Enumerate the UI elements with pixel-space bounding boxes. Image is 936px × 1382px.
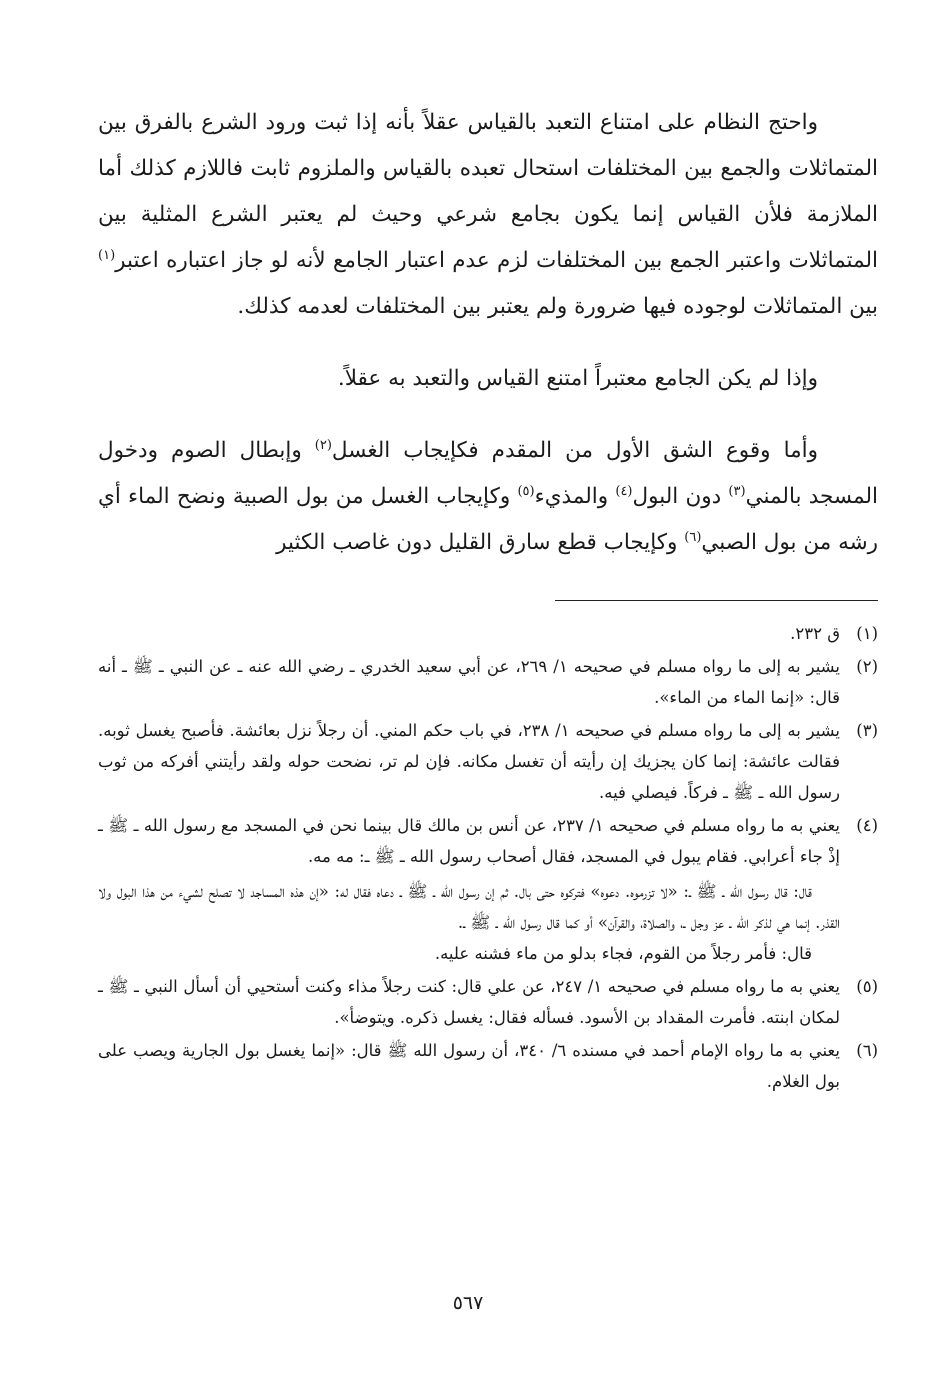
footnote-text: يعني به ما رواه مسلم في صحيحه ١/ ٢٤٧، عن علي قال: كنت رجلاً مذاء وكنت أستحيي أن أسأل النبي ـ ﷺ ـ لمكان ابنته. فأمرت المقداد بن الأسود. فسأله فقال: يغسل ذكره. ويتوضأ». bbox=[98, 977, 840, 1027]
footnote-number: (٦) bbox=[856, 1041, 878, 1060]
paragraph-3-part-b: وإبطال الصوم ودخول المسجد بالمني bbox=[98, 438, 878, 509]
paragraph-3-part-a: وأما وقوع الشق الأول من المقدم فكإيجاب الغسل bbox=[331, 438, 818, 463]
paragraph-1-part-a: واحتج النظام على امتناع التعبد بالقياس عقلاً بأنه إذا ثبت ورود الشرع بالفرق بين المتماثلات والجمع بين المختلفات استحال تعبده بالقياس والملزوم ثابت فاللازم كذلك أما الملازمة فلأن القياس إنما يكون بجامع شرعي وحيث لم يعتبر الشرع المثلية بين المتماثلات واعتبر الجمع بين المختلفات لزم عدم اعتبار الجامع لأنه لو جاز اعتباره اعتبر bbox=[98, 110, 878, 273]
paragraph-1 bbox=[98, 100, 878, 330]
footnotes-section bbox=[98, 618, 878, 1099]
footnote-number: (٥) bbox=[856, 977, 878, 996]
footnote-1 bbox=[98, 618, 878, 649]
paragraph-1-part-b: بين المتماثلات لوجوده فيها ضرورة ولم يعتبر بين المختلفات لعدمه كذلك. bbox=[237, 294, 878, 319]
footnote-ref-5[interactable]: (٥) bbox=[517, 483, 535, 499]
paragraph-3 bbox=[98, 428, 878, 566]
footnote-4 bbox=[98, 810, 878, 969]
paragraph-3-part-c: دون البول bbox=[632, 484, 729, 509]
footnote-number: (٤) bbox=[856, 816, 878, 835]
footnote-number: (٢) bbox=[856, 657, 878, 676]
footnote-ref-2[interactable]: (٢) bbox=[314, 437, 332, 453]
paragraph-2: وإذا لم يكن الجامع معتبراً امتنع القياس والتعبد به عقلاً. bbox=[337, 366, 818, 391]
footnote-6 bbox=[98, 1035, 878, 1097]
footnote-5 bbox=[98, 971, 878, 1033]
main-text-body bbox=[98, 100, 878, 566]
footnote-3 bbox=[98, 715, 878, 808]
footnote-2 bbox=[98, 651, 878, 713]
footnote-ref-4[interactable]: (٤) bbox=[615, 483, 633, 499]
footnote-text: ق ٢٣٢. bbox=[790, 624, 840, 643]
footnote-number: (١) bbox=[856, 624, 878, 643]
footnote-text: يعني به ما رواه الإمام أحمد في مسنده ٦/ ٣٤٠، أن رسول الله ﷺ قال: «إنما يغسل بول الجارية ويصب على بول الغلام. bbox=[98, 1041, 840, 1091]
footnote-body bbox=[98, 810, 840, 969]
footnote-quote-block bbox=[98, 876, 840, 969]
footnote-number: (٣) bbox=[856, 721, 878, 740]
footnote-quote-2: قال: فأمر رجلاً من القوم، فجاء بدلو من ماء فشنه عليه. bbox=[434, 944, 812, 963]
footnote-separator bbox=[555, 600, 878, 601]
footnote-ref-1[interactable]: (١) bbox=[98, 247, 116, 263]
footnote-quote-1: قال: قال رسول الله ـ ﷺ ـ: «لا تزرموه. دعوه» فتركوه حتى بال. ثم إن رسول الله ـ ﷺ ـ دعاه فقال له: «إن هذه المساجد لا تصلح لشيء من هذا البول ولا القذر. إنما هي لذكر الله ـ عز وجل ـ، والصلاة، والقرآن» أو كما قال رسول الله ـ ﷺ ـ. bbox=[98, 882, 840, 932]
paragraph-3-part-d: والمذيء bbox=[534, 484, 616, 509]
footnote-text: يشير به إلى ما رواه مسلم في صحيحه ١/ ٢٦٩، عن أبي سعيد الخدري ـ رضي الله عنه ـ عن النبي ـ ﷺ ـ أنه قال: «إنما الماء من الماء». bbox=[98, 657, 840, 707]
footnote-ref-3[interactable]: (٣) bbox=[728, 483, 746, 499]
paragraph-3-part-e: وكإيجاب الغسل من بول الصبية ونضح الماء أي رشه من بول الصبي bbox=[98, 484, 878, 555]
page-number: ٥٦٧ bbox=[452, 1292, 484, 1314]
paragraph-3-part-f: وكإيجاب قطع سارق القليل دون غاصب الكثير bbox=[276, 530, 685, 555]
footnote-ref-6[interactable]: (٦) bbox=[684, 529, 702, 545]
footnote-text: يعني به ما رواه مسلم في صحيحه ١/ ٢٣٧، عن أنس بن مالك قال بينما نحن في المسجد مع رسول الله ـ ﷺ ـ إذْ جاء أعرابي. فقام يبول في المسجد، فقال أصحاب رسول الله ـ ﷺ ـ: مه مه. bbox=[98, 816, 840, 866]
footnote-text: يشير به إلى ما رواه مسلم في صحيحه ١/ ٢٣٨، في باب حكم المني. أن رجلاً نزل بعائشة. فأصبح يغسل ثوبه. فقالت عائشة: إنما كان يجزيك إن رأيته أن تغسل مكانه. فإن لم تر، نضحت حوله ولقد رأيتني أفركه من ثوب رسول الله ـ ﷺ ـ فركاً. فيصلي فيه. bbox=[98, 721, 840, 802]
